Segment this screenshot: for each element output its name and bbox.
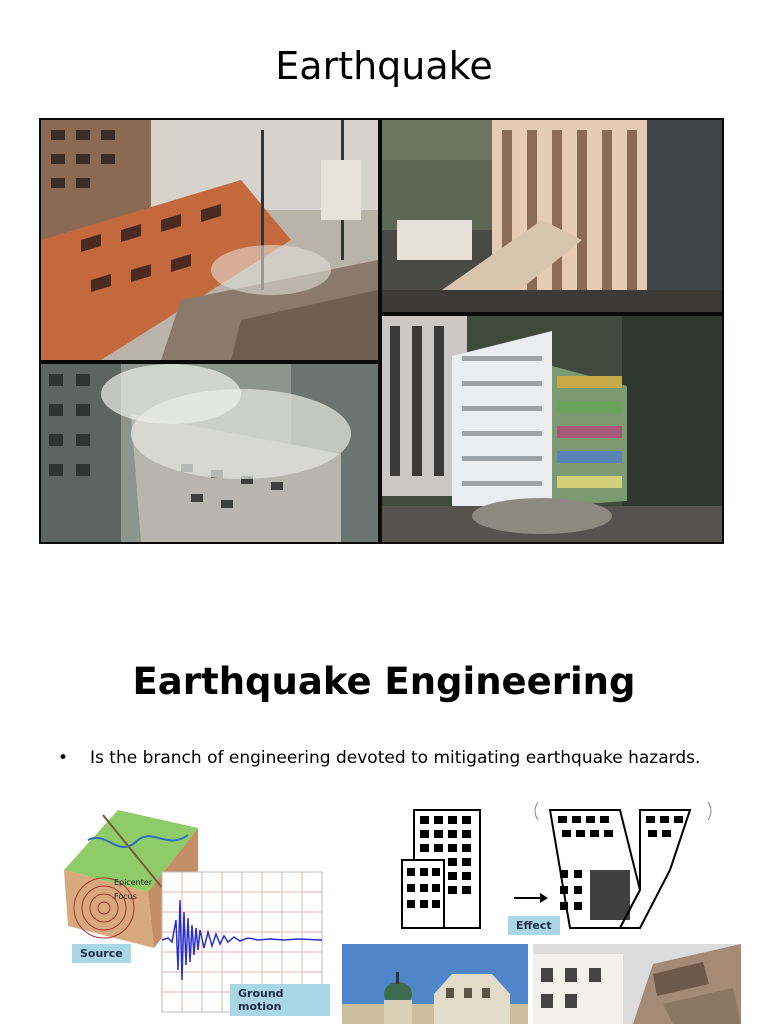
ground-motion-label: Ground motion [230, 984, 330, 1016]
collapsed-building-photo-1 [41, 120, 378, 360]
slide-title: Earthquake [275, 44, 493, 88]
section-title: Earthquake Engineering [132, 660, 636, 703]
bullet-icon: • [58, 748, 69, 768]
building-damage-photo-2 [533, 944, 741, 1024]
collapsed-building-photo-2 [382, 120, 722, 312]
seismic-source-diagram [58, 800, 330, 1024]
effect-label: Effect [508, 916, 560, 935]
epicenter-label: Epicenter [114, 878, 153, 887]
photo-collage [39, 118, 724, 544]
bullet-item [58, 748, 700, 768]
building-effect-diagram [390, 790, 740, 940]
collapsed-building-photo-4 [382, 316, 722, 542]
collapsed-building-photo-3 [41, 364, 378, 542]
focus-label: Focus [114, 892, 137, 901]
building-damage-photo-1 [342, 944, 528, 1024]
bullet-text: Is the branch of engineering devoted to mitigating earthquake hazards. [90, 748, 701, 768]
source-label: Source [72, 944, 131, 963]
